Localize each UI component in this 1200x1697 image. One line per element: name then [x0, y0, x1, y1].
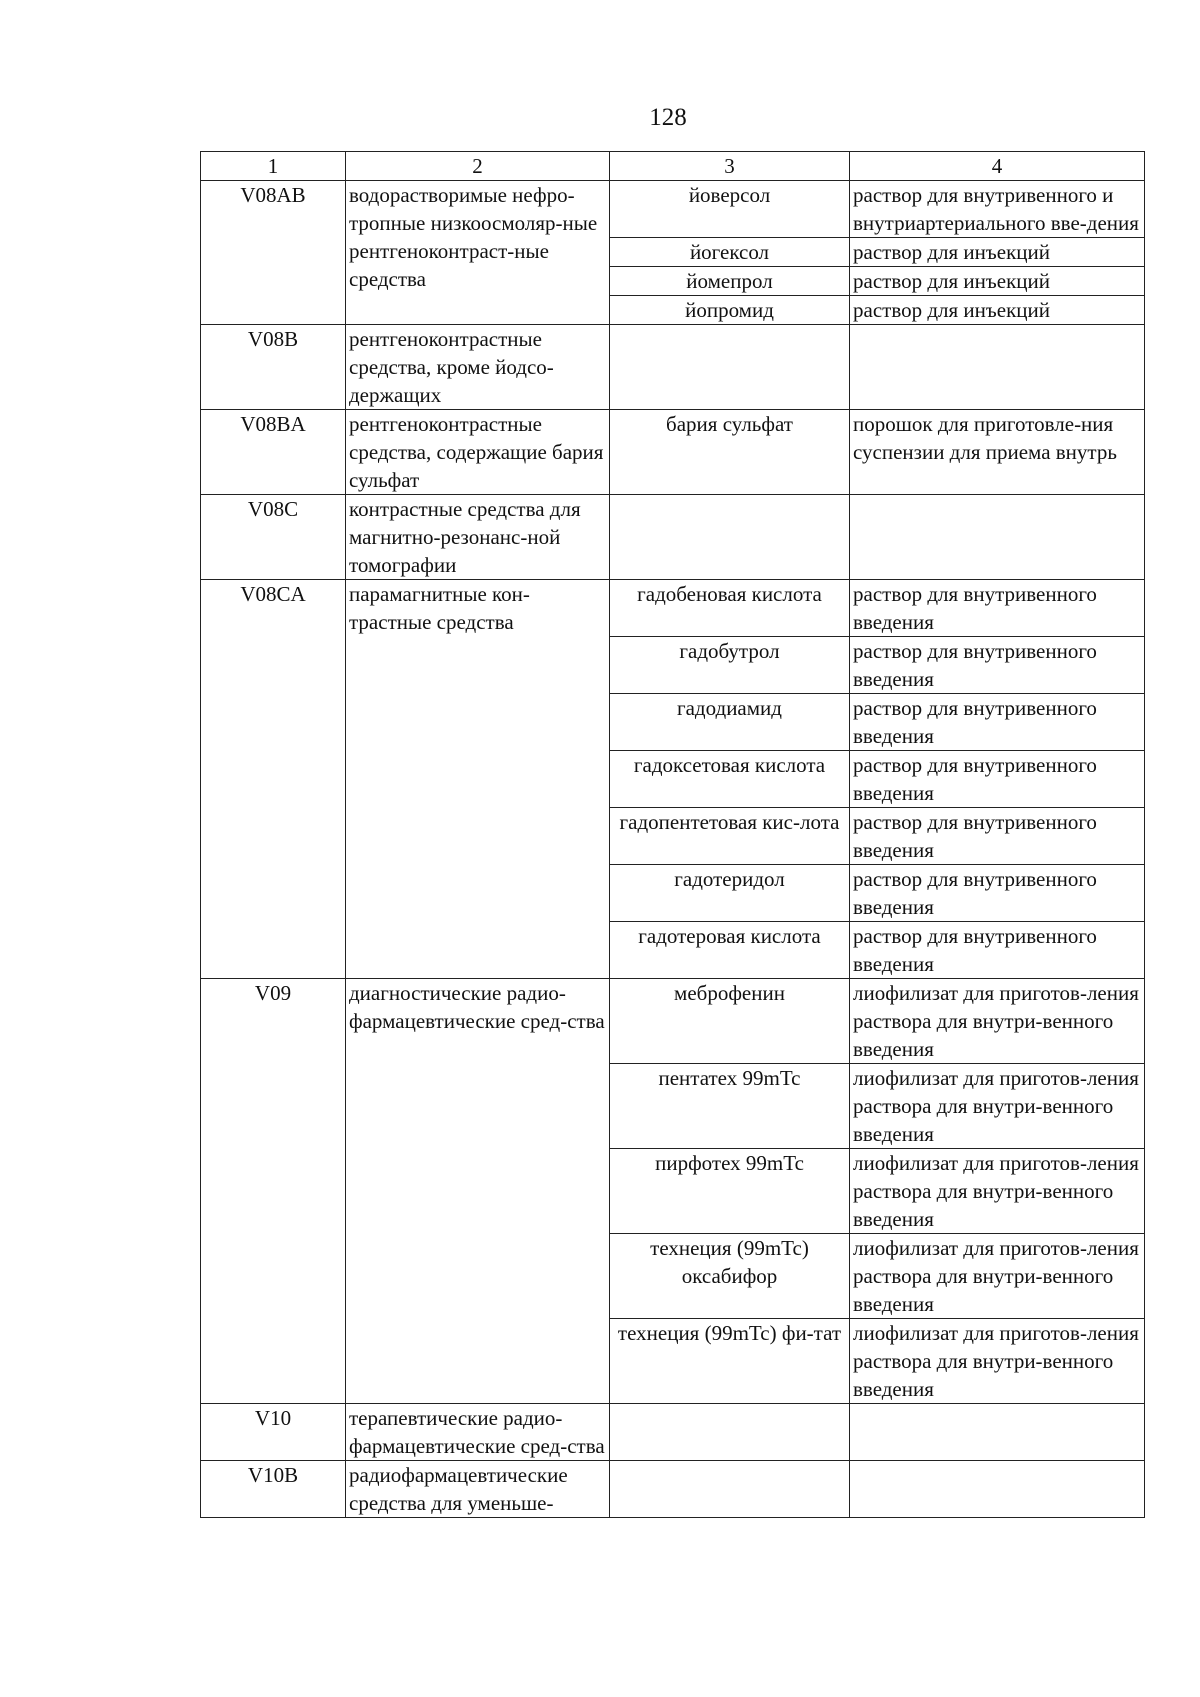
- drug-name-cell: технеция (99mTc) фи-тат: [610, 1319, 850, 1404]
- atc-code-cell: V08BA: [201, 410, 346, 495]
- group-name-cell: рентгеноконтрастные средства, кроме йодсо-держащих: [346, 325, 610, 410]
- group-name-cell: парамагнитные кон-трастные средства: [346, 580, 610, 979]
- table-row: [201, 325, 1145, 410]
- dosage-form-cell: раствор для инъекций: [850, 238, 1145, 267]
- dosage-form-cell: [850, 325, 1145, 410]
- drug-name-cell: пентатех 99mTc: [610, 1064, 850, 1149]
- table-row: [201, 580, 1145, 637]
- column-header: 4: [850, 152, 1145, 181]
- dosage-form-cell: раствор для внутривенного введения: [850, 637, 1145, 694]
- drug-name-cell: [610, 325, 850, 410]
- dosage-form-cell: лиофилизат для приготов-ления раствора для внутри-венного введения: [850, 1149, 1145, 1234]
- group-name-cell: водорастворимые нефро-тропные низкоосмоляр-ные рентгеноконтраст-ные средства: [346, 181, 610, 325]
- group-name-cell: радиофармацевтические средства для уменьше-: [346, 1461, 610, 1518]
- group-name-cell: терапевтические радио-фармацевтические сред-ства: [346, 1404, 610, 1461]
- drug-name-cell: меброфенин: [610, 979, 850, 1064]
- atc-code-cell: V08C: [201, 495, 346, 580]
- table-row: [201, 410, 1145, 495]
- drug-name-cell: [610, 495, 850, 580]
- group-name-cell: рентгеноконтрастные средства, содержащие бария сульфат: [346, 410, 610, 495]
- table-row: [201, 979, 1145, 1064]
- drug-name-cell: гадобеновая кислота: [610, 580, 850, 637]
- dosage-form-cell: лиофилизат для приготов-ления раствора для внутри-венного введения: [850, 1319, 1145, 1404]
- page-number: 128: [649, 104, 687, 131]
- column-header: 3: [610, 152, 850, 181]
- dosage-form-cell: раствор для инъекций: [850, 267, 1145, 296]
- dosage-form-cell: [850, 495, 1145, 580]
- dosage-form-cell: раствор для внутривенного введения: [850, 808, 1145, 865]
- drug-name-cell: йогексол: [610, 238, 850, 267]
- dosage-form-cell: лиофилизат для приготов-ления раствора для внутри-венного введения: [850, 1234, 1145, 1319]
- table-row: [201, 495, 1145, 580]
- atc-code-cell: V08CA: [201, 580, 346, 979]
- atc-code-cell: V10: [201, 1404, 346, 1461]
- dosage-form-cell: раствор для внутривенного введения: [850, 580, 1145, 637]
- dosage-form-cell: раствор для внутривенного введения: [850, 694, 1145, 751]
- drug-name-cell: гадоксетовая кислота: [610, 751, 850, 808]
- drug-name-cell: гадотеровая кислота: [610, 922, 850, 979]
- atc-code-cell: V10B: [201, 1461, 346, 1518]
- dosage-form-cell: раствор для инъекций: [850, 296, 1145, 325]
- dosage-form-cell: раствор для внутривенного введения: [850, 922, 1145, 979]
- drug-name-cell: гадобутрол: [610, 637, 850, 694]
- drug-name-cell: [610, 1461, 850, 1518]
- atc-code-cell: V09: [201, 979, 346, 1404]
- drug-name-cell: технеция (99mTc) оксабифор: [610, 1234, 850, 1319]
- drug-name-cell: йопромид: [610, 296, 850, 325]
- dosage-form-cell: раствор для внутривенного и внутриартериального вве-дения: [850, 181, 1145, 238]
- drug-name-cell: [610, 1404, 850, 1461]
- group-name-cell: диагностические радио-фармацевтические сред-ства: [346, 979, 610, 1404]
- drug-name-cell: гадопентетовая кис-лота: [610, 808, 850, 865]
- atc-code-cell: V08AB: [201, 181, 346, 325]
- table-row: [201, 181, 1145, 238]
- dosage-form-cell: [850, 1404, 1145, 1461]
- dosage-form-cell: раствор для внутривенного введения: [850, 865, 1145, 922]
- atc-code-cell: V08B: [201, 325, 346, 410]
- table-header-row: [201, 152, 1145, 181]
- dosage-form-cell: лиофилизат для приготов-ления раствора для внутри-венного введения: [850, 1064, 1145, 1149]
- table-row: [201, 1404, 1145, 1461]
- column-header: 1: [201, 152, 346, 181]
- dosage-form-cell: [850, 1461, 1145, 1518]
- drug-name-cell: гадодиамид: [610, 694, 850, 751]
- drug-name-cell: бария сульфат: [610, 410, 850, 495]
- drug-name-cell: пирфотех 99mTc: [610, 1149, 850, 1234]
- column-header: 2: [346, 152, 610, 181]
- group-name-cell: контрастные средства для магнитно-резонанс-ной томографии: [346, 495, 610, 580]
- table-row: [201, 1461, 1145, 1518]
- dosage-form-cell: раствор для внутривенного введения: [850, 751, 1145, 808]
- drug-classification-table: [200, 151, 1145, 1518]
- dosage-form-cell: порошок для приготовле-ния суспензии для приема внутрь: [850, 410, 1145, 495]
- drug-name-cell: гадотеридол: [610, 865, 850, 922]
- drug-name-cell: йомепрол: [610, 267, 850, 296]
- drug-name-cell: йоверсол: [610, 181, 850, 238]
- dosage-form-cell: лиофилизат для приготов-ления раствора для внутри-венного введения: [850, 979, 1145, 1064]
